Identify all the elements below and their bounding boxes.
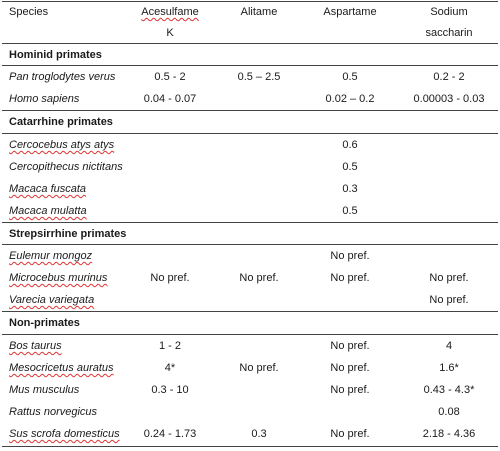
section-rule [2,334,498,335]
acesulfame-value: 4* [164,362,176,374]
alitame-value: 0.3 [251,428,267,440]
species-name: Macaca mulatta [9,205,87,217]
alitame-value: 0.5 – 2.5 [237,71,281,83]
saccharin-value: 2.18 - 4.36 [422,428,476,440]
section-title-hominid: Hominid primates [9,49,102,61]
acesulfame-value: 1 - 2 [158,340,181,352]
header-alitame: Alitame [240,6,278,18]
header-sodium: Sodium [430,6,468,18]
header-acesulfame: Acesulfame [141,6,199,18]
saccharin-value: 0.08 [438,406,460,418]
section-title-strepsirrhine: Strepsirrhine primates [9,228,127,240]
acesulfame-value: 0.5 - 2 [154,71,186,83]
saccharin-value: 0.43 - 4.3* [423,384,475,396]
table-bottom-rule [2,446,498,447]
saccharin-value: 1.6* [439,362,459,374]
species-name: Microcebus murinus [9,272,108,284]
species-name: Macaca fuscata [9,183,87,195]
saccharin-value: 0.2 - 2 [433,71,465,83]
aspartame-value: No pref. [330,340,370,352]
aspartame-value: No pref. [330,272,370,284]
species-name: Cercocebus atys atys [9,139,115,151]
aspartame-value: 0.02 – 0.2 [325,93,375,105]
alitame-value: No pref. [239,272,279,284]
aspartame-value: 0.5 [342,205,358,217]
acesulfame-value: 0.3 - 10 [151,384,189,396]
saccharin-value: No pref. [429,272,469,284]
aspartame-value: No pref. [330,384,370,396]
aspartame-value: 0.5 [342,71,358,83]
aspartame-value: No pref. [330,362,370,374]
saccharin-value: No pref. [429,294,469,306]
species-name [9,71,115,84]
species-name: Mus musculus [9,384,80,396]
saccharin-value: 0.00003 - 0.03 [413,93,485,105]
species-name: Rattus norvegicus [9,406,98,418]
header-acesulfame-k: K [166,27,174,39]
acesulfame-value: No pref. [150,272,190,284]
species-name-text: Pan troglodytes verus [9,71,116,83]
header-aspartame: Aspartame [323,6,377,18]
saccharin-value: 4 [445,340,453,352]
species-name: Cercopithecus nictitans [9,161,123,173]
acesulfame-value: 0.04 - 0.07 [143,93,197,105]
aspartame-value: 0.3 [342,183,358,195]
aspartame-value: No pref. [330,428,370,440]
acesulfame-value: 0.24 - 1.73 [143,428,197,440]
section-rule [2,110,498,111]
species-name: Varecia variegata [9,294,95,306]
section-title-non-primates: Non-primates [9,317,80,329]
section-rule [2,133,498,134]
species-name: Homo sapiens [9,93,80,105]
header-species: Species [9,6,49,18]
aspartame-value: No pref. [330,250,370,262]
alitame-value: No pref. [239,362,279,374]
section-rule [2,311,498,312]
aspartame-value: 0.5 [342,161,358,173]
species-name: Bos taurus [9,340,62,352]
aspartame-value: 0.6 [342,139,358,151]
header-saccharin: saccharin [425,27,473,39]
species-name: Eulemur mongoz [9,250,93,262]
section-title-catarrhine: Catarrhine primates [9,116,113,128]
table-top-rule [2,1,498,2]
species-name: Sus scrofa domesticus [9,428,120,440]
section-rule [2,65,498,66]
header-rule [2,43,498,44]
species-name: Mesocricetus auratus [9,362,114,374]
section-rule [2,244,498,245]
section-rule [2,222,498,223]
